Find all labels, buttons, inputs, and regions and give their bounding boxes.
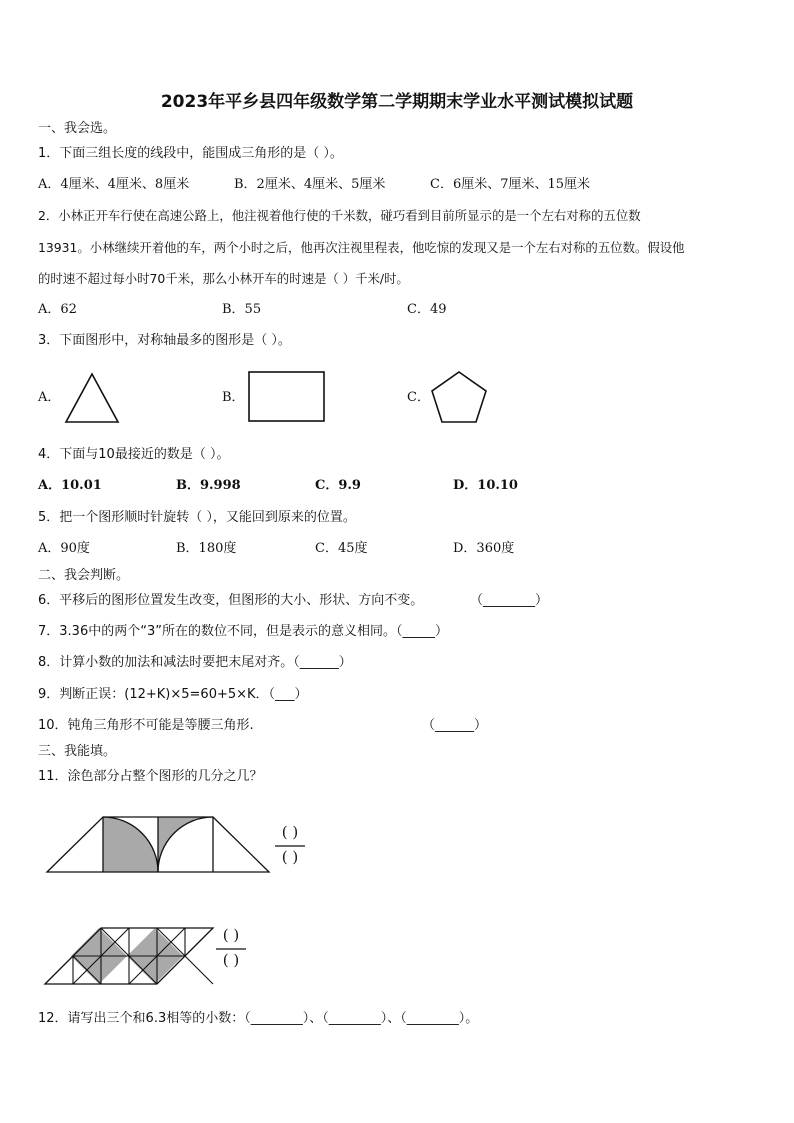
triangle-icon [62,372,122,424]
question-10-stem: 10．钝角三角形不可能是等腰三角形. [38,718,254,733]
question-3-option-a: A． [38,390,61,405]
fraction-1-denominator[interactable]: ( ) [281,848,299,866]
question-10-answer-blank[interactable]: （______） [422,718,488,733]
parallelogram-figure [42,924,218,986]
question-2-option-b: B．55 [222,302,262,317]
pentagon-icon [430,370,490,426]
question-7-stem: 7．3.36中的两个“3”所在的数位不同，但是表示的意义相同。（_____） [38,624,448,639]
question-3-option-b: B． [222,390,245,405]
question-6-stem: 6．平移后的图形位置发生改变，但图形的大小、形状、方向不变。 [38,593,424,608]
question-4-option-c: C．9.9 [315,478,361,493]
question-1-option-b: B．2厘米、4厘米、5厘米 [234,177,386,192]
fraction-1-numerator[interactable]: ( ) [281,823,299,841]
question-1-option-a: A．4厘米、4厘米、8厘米 [38,177,190,192]
question-1-stem: 1．下面三组长度的线段中，能围成三角形的是（ ）。 [38,146,343,161]
fraction-2-denominator[interactable]: ( ) [222,951,240,969]
question-11-stem: 11．涂色部分占整个图形的几分之几？ [38,769,263,784]
question-4-option-b: B．9.998 [176,478,241,493]
question-2-line-1: 2．小林正开车行使在高速公路上，他注视着他行使的千米数，碰巧看到目前所显示的是一个左右对称的五位数 [38,208,641,223]
rectangle-icon [248,370,328,424]
question-2-option-c: C．49 [407,302,447,317]
question-4-stem: 4．下面与10最接近的数是（ ）。 [38,447,230,462]
question-5-option-a: A．90度 [38,541,90,556]
section-heading-fill: 三、我能填。 [38,744,117,759]
question-5-option-b: B．180度 [176,541,237,556]
question-8-stem: 8．计算小数的加法和减法时要把末尾对齐。（______） [38,655,352,670]
question-2-line-3: 的时速不超过每小时70千米，那么小林开车的时速是（ ）千米/时。 [38,271,409,286]
question-5-option-d: D．360度 [453,541,515,556]
section-heading-choice: 一、我会选。 [38,121,117,136]
section-heading-judge: 二、我会判断。 [38,568,130,583]
question-5-option-c: C．45度 [315,541,368,556]
trapezoid-figure [46,815,272,875]
question-2-line-2: 13931。小林继续开着他的车，两个小时之后，他再次注视里程表，他吃惊的发现又是一个左右对称的五位数。假设他 [38,240,685,255]
question-9-stem: 9．判断正误：(12+K)×5=60+5×K．（___） [38,687,308,702]
page-title: 2023年平乡县四年级数学第二学期期末学业水平测试模拟试题 [160,92,634,112]
question-12-stem: 12．请写出三个和6.3相等的小数：（________）、（________）、（________）。 [38,1011,479,1026]
question-3-option-c: C． [407,390,430,405]
fraction-2-numerator[interactable]: ( ) [222,926,240,944]
fraction-1-bar [275,845,307,847]
question-2-option-a: A．62 [38,302,77,317]
fraction-2-bar [216,948,248,950]
question-3-stem: 3．下面图形中，对称轴最多的图形是（ ）。 [38,333,291,348]
question-5-stem: 5．把一个图形顺时针旋转（ ），又能回到原来的位置。 [38,510,356,525]
question-4-option-a: A．10.01 [38,478,102,493]
question-6-answer-blank[interactable]: （________） [470,593,549,608]
question-1-option-c: C．6厘米、7厘米、15厘米 [430,177,591,192]
question-4-option-d: D．10.10 [453,478,518,493]
